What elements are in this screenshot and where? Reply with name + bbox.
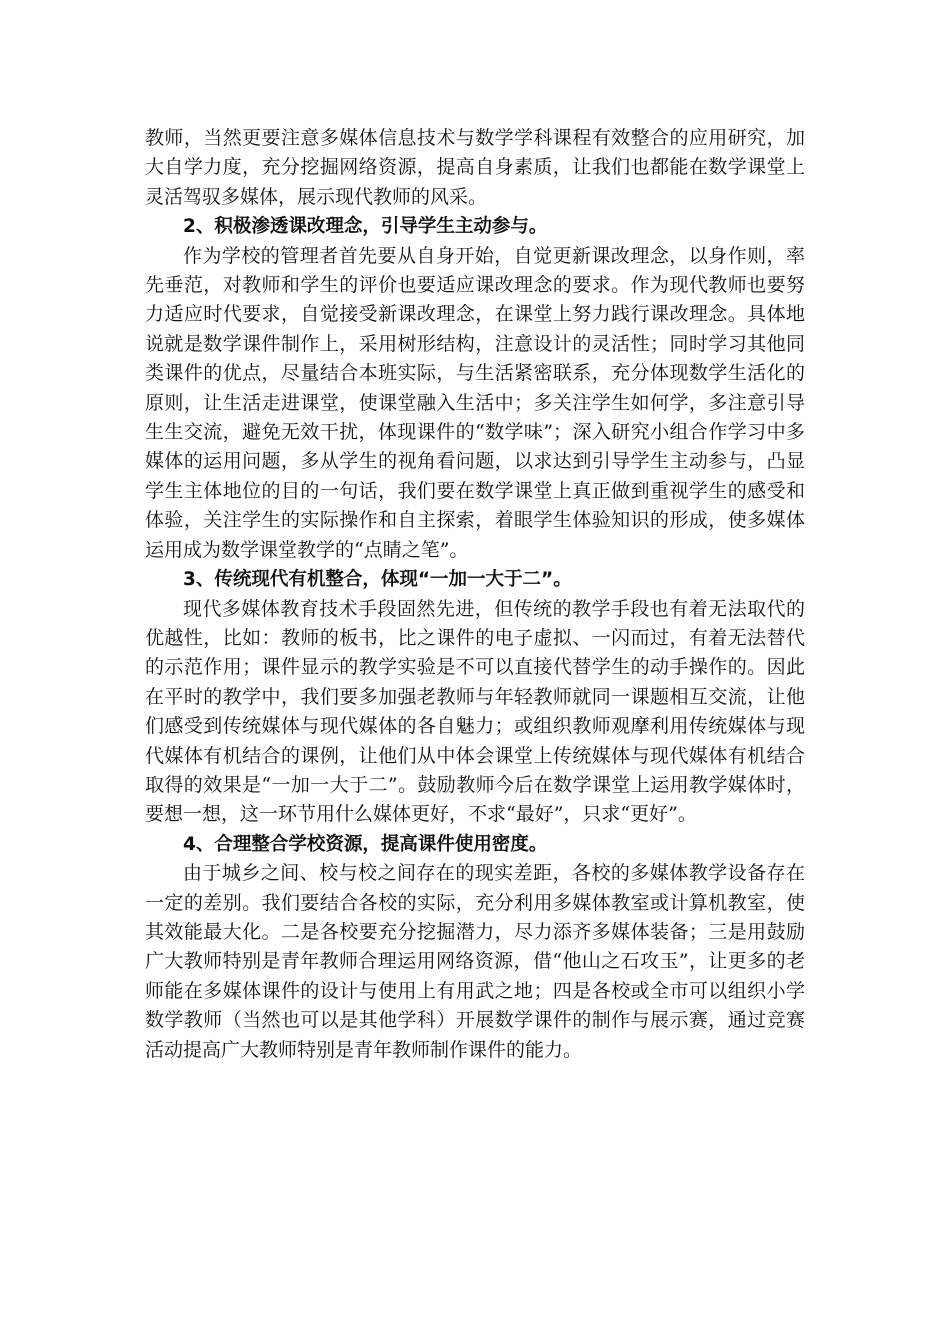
paragraph-continuation: 教师，当然更要注意多媒体信息技术与数学学科课程有效整合的应用研究，加大自学力度，充分挖掘网络资源，提高自身素质，让我们也都能在数学课堂上灵活驾驭多媒体，展示现代教师的风采。 <box>145 127 805 208</box>
paragraph-section-2: 作为学校的管理者首先要从自身开始，自觉更新课改理念，以身作则，率先垂范，对教师和学生的评价也要适应课改理念的要求。作为现代教师也要努力适应时代要求，自觉接受新课改理念，在课堂上努力践行课改理念。具体地说就是数学课件制作上，采用树形结构，注意设计的灵活性；同时学习其他同类课件的优点，尽量结合本班实际，与生活紧密联系，充分体现数学生活化的原则，让生活走进课堂，使课堂融入生活中；多关注学生如何学，多注意引导生生交流，避免无效干扰，体现课件的“数学味”；深入研究小组合作学习中多媒体的运用问题，多从学生的视角看问题，以求达到引导学生主动参与，凸显学生主体地位的目的一句话，我们要在数学课堂上真正做到重视学生的感受和体验，关注学生的实际操作和自主探索，着眼学生体验知识的形成，使多媒体运用成为数学课堂教学的“点睛之笔”。 <box>145 244 805 561</box>
section-heading-3: 3、传统现代有机整合，体现“一加一大于二”。 <box>183 569 572 591</box>
section-heading-4: 4、合理整合学校资源，提高课件使用密度。 <box>183 833 548 855</box>
paragraph-section-3: 现代多媒体教育技术手段固然先进，但传统的教学手段也有着无法取代的优越性，比如：教师的板书，比之课件的电子虚拟、一闪而过，有着无法替代的示范作用；课件显示的教学实验是不可以直接代替学生的动手操作的。因此在平时的教学中，我们要多加强老教师与年轻教师就同一课题相互交流，让他们感受到传统媒体与现代媒体的各自魅力；或组织教师观摩利用传统媒体与现代媒体有机结合的课例，让他们从中体会课堂上传统媒体与现代媒体有机结合取得的效果是“一加一大于二”。鼓励教师今后在数学课堂上运用教学媒体时，要想一想，这一环节用什么媒体更好，不求“最好”，只求“更好”。 <box>145 597 805 826</box>
section-heading-2: 2、积极渗透课改理念，引导学生主动参与。 <box>183 216 548 238</box>
paragraph-section-4: 由于城乡之间、校与校之间存在的现实差距，各校的多媒体教学设备存在一定的差别。我们要结合各校的实际，充分利用多媒体教室或计算机教室，使其效能最大化。二是各校要充分挖掘潜力，尽力添齐多媒体装备；三是用鼓励广大教师特别是青年教师合理运用网络资源，借“他山之石攻玉”，让更多的老师能在多媒体课件的设计与使用上有用武之地；四是各校或全市可以组织小学数学教师（当然也可以是其他学科）开展数学课件的制作与展示赛，通过竞赛活动提高广大教师特别是青年教师制作课件的能力。 <box>145 862 805 1061</box>
document-body <box>145 124 805 1065</box>
